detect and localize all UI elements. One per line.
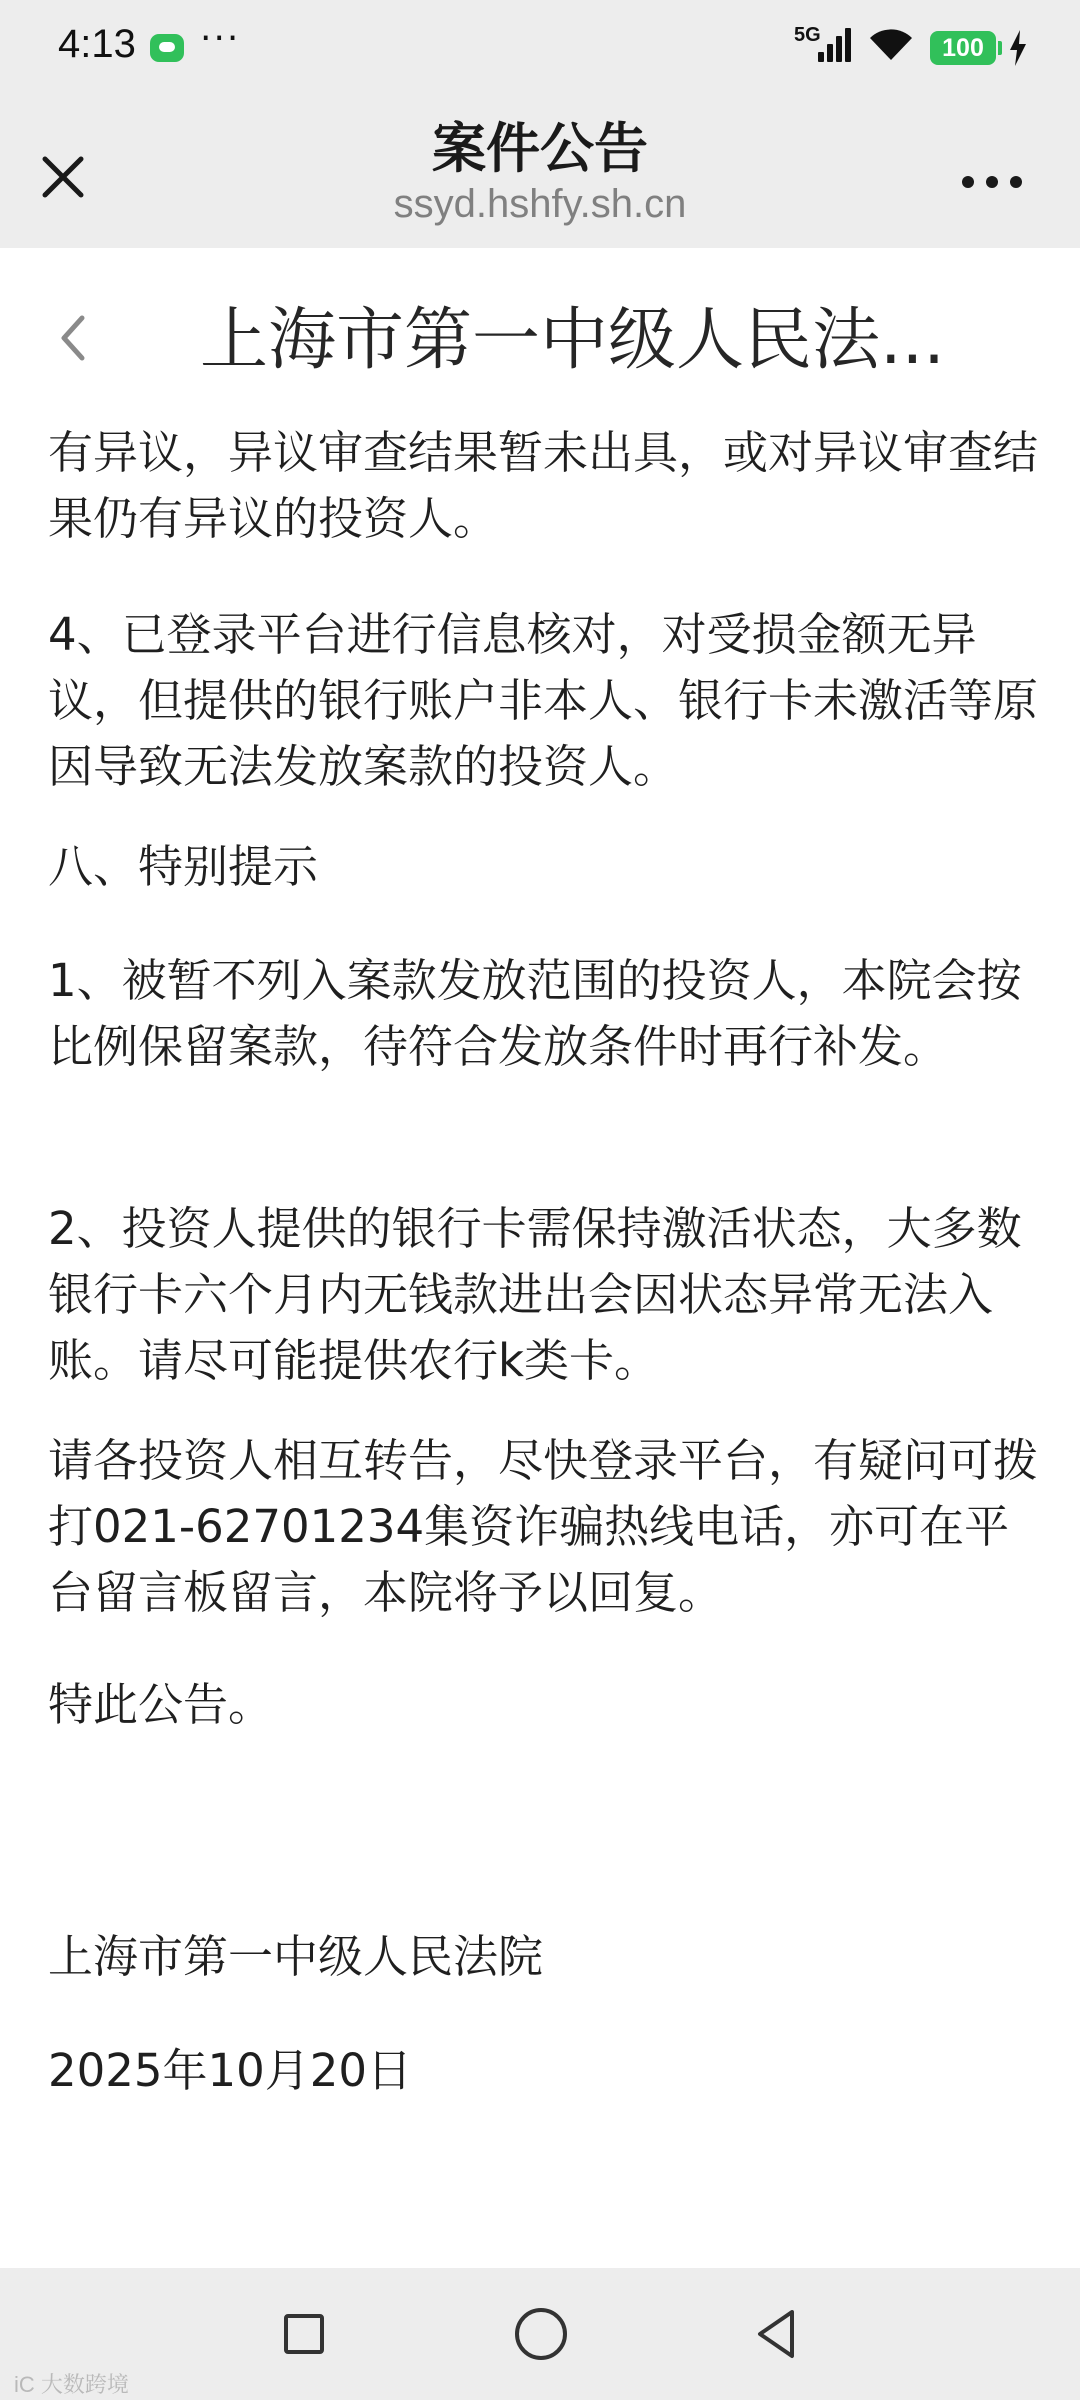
header-title: 案件公告 — [432, 117, 648, 180]
triangle-back-icon[interactable] — [752, 2306, 802, 2362]
section-heading: 八、特别提示 — [48, 840, 319, 893]
battery-tip — [998, 41, 1002, 55]
header-url: ssyd.hshfy.sh.cn — [393, 182, 687, 226]
signature-court: 上海市第一中级人民法院 — [48, 1930, 544, 1983]
system-nav-bar — [0, 2268, 1080, 2400]
page-content — [0, 248, 1080, 2268]
watermark: iC 大数跨境 — [14, 2372, 129, 2397]
circle-icon[interactable] — [515, 2308, 567, 2360]
paragraph: 2、投资人提供的银行卡需保持激活状态，大多数银行卡六个月内无钱款进出会因状态异常无法入账。请尽可能提供农行k类卡。 — [48, 1202, 1022, 1387]
more-notifications-icon: ··· — [200, 18, 241, 59]
paragraph: 4、已登录平台进行信息核对，对受损金额无异议，但提供的银行账户非本人、银行卡未激活等原因导致无法发放案款的投资人。 — [48, 608, 1039, 793]
status-bar — [0, 0, 1080, 100]
battery-icon: 100 — [930, 31, 996, 65]
message-notification-icon — [150, 34, 184, 62]
closing-text: 特此公告。 — [48, 1678, 274, 1731]
charging-icon — [1008, 30, 1028, 66]
paragraph: 请各投资人相互转告，尽快登录平台，有疑问可拨打021-62701234集资诈骗热线电话，亦可在平台留言板留言，本院将予以回复。 — [48, 1434, 1039, 1619]
browser-header — [0, 100, 1080, 248]
more-icon[interactable] — [952, 150, 1032, 210]
paragraph: 1、被暂不列入案款发放范围的投资人，本院会按比例保留案款，待符合发放条件时再行补发。 — [48, 954, 1022, 1073]
wifi-icon — [868, 26, 914, 62]
square-icon[interactable] — [284, 2314, 324, 2354]
signature-date: 2025年10月20日 — [48, 2044, 413, 2097]
chevron-left-icon[interactable] — [40, 298, 110, 378]
page-title: 上海市第一中级人民法... — [200, 301, 945, 380]
status-time: 4:13 — [58, 22, 136, 66]
paragraph: 有异议，异议审查结果暂未出具，或对异议审查结果仍有异议的投资人。 — [48, 426, 1039, 545]
signal-icon — [818, 28, 854, 62]
network-type-label: 5G — [794, 24, 821, 46]
